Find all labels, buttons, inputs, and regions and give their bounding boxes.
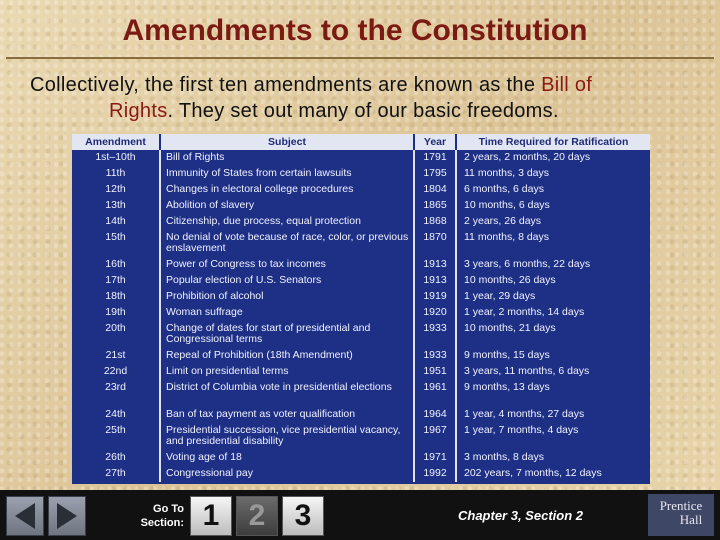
logo-line2: Hall xyxy=(679,512,703,527)
cell-year: 1791 xyxy=(414,150,456,166)
cell-amendment: 26th xyxy=(72,450,160,466)
cell-year: 1933 xyxy=(414,321,456,348)
intro-highlight-bill-of: Bill of xyxy=(541,74,593,96)
cell-amendment: 17th xyxy=(72,273,160,289)
table-row xyxy=(72,289,650,305)
cell-amendment: 19th xyxy=(72,305,160,321)
cell-year: 1870 xyxy=(414,230,456,257)
cell-time: 1 year, 4 months, 27 days xyxy=(464,408,585,420)
cell-amendment: 24th xyxy=(72,407,160,423)
table-row xyxy=(72,150,650,166)
cell-subject: Congressional pay xyxy=(160,466,414,482)
cell-amendment: 14th xyxy=(72,214,160,230)
cell-year: 1971 xyxy=(414,450,456,466)
cell-time: 1 year, 2 months, 14 days xyxy=(464,306,585,318)
cell-amendment: 13th xyxy=(72,198,160,214)
cell-year: 1920 xyxy=(414,305,456,321)
cell-subject: No denial of vote because of race, color, or previous enslavement xyxy=(160,230,414,257)
cell-time: 2 years, 2 months, 20 days xyxy=(464,151,591,163)
cell-year: 1913 xyxy=(414,273,456,289)
table-header-row xyxy=(72,134,650,150)
cell-subject: Presidential succession, vice presidential vacancy, and presidential disability xyxy=(160,423,414,450)
cell-subject: Abolition of slavery xyxy=(160,198,414,214)
cell-time: 10 months, 21 days xyxy=(464,322,556,334)
header-year: Year xyxy=(414,134,456,150)
cell-subject: Popular election of U.S. Senators xyxy=(160,273,414,289)
title-divider xyxy=(6,57,714,59)
chapter-section-label: Chapter 3, Section 2 xyxy=(458,508,583,523)
cell-subject: Limit on presidential terms xyxy=(160,364,414,380)
cell-subject: Changes in electoral college procedures xyxy=(160,182,414,198)
cell-time: 202 years, 7 months, 12 days xyxy=(464,467,602,479)
cell-amendment: 15th xyxy=(72,230,160,257)
footer-bar xyxy=(0,490,720,540)
cell-year: 1967 xyxy=(414,423,456,450)
table-row xyxy=(72,198,650,214)
table-row xyxy=(72,166,650,182)
table-row xyxy=(72,380,650,407)
table-row xyxy=(72,257,650,273)
cell-time: 11 months, 3 days xyxy=(464,167,550,179)
cell-subject: Prohibition of alcohol xyxy=(160,289,414,305)
cell-amendment: 16th xyxy=(72,257,160,273)
table-row xyxy=(72,305,650,321)
cell-year: 1919 xyxy=(414,289,456,305)
cell-subject: Power of Congress to tax incomes xyxy=(160,257,414,273)
cell-subject: District of Columbia vote in presidential elections xyxy=(160,380,414,407)
header-amendment: Amendment xyxy=(72,134,160,150)
table-row xyxy=(72,182,650,198)
cell-subject: Ban of tax payment as voter qualification xyxy=(160,407,414,423)
logo-line1: Prentice xyxy=(659,498,703,513)
table-row xyxy=(72,450,650,466)
cell-subject: Citizenship, due process, equal protection xyxy=(160,214,414,230)
cell-amendment: 1st–10th xyxy=(72,150,160,166)
goto-line2: Section: xyxy=(140,517,184,529)
table-row xyxy=(72,273,650,289)
cell-amendment: 21st xyxy=(72,348,160,364)
cell-subject: Voting age of 18 xyxy=(160,450,414,466)
cell-year: 1913 xyxy=(414,257,456,273)
cell-time: 9 months, 13 days xyxy=(464,381,550,393)
cell-subject: Repeal of Prohibition (18th Amendment) xyxy=(160,348,414,364)
header-time: Time Required for Ratification xyxy=(456,134,650,150)
cell-amendment: 27th xyxy=(72,466,160,482)
cell-year: 1961 xyxy=(414,380,456,407)
goto-section-label xyxy=(128,502,184,530)
section-2-button[interactable]: 2 xyxy=(236,496,278,536)
cell-year: 1868 xyxy=(414,214,456,230)
cell-amendment: 22nd xyxy=(72,364,160,380)
cell-amendment: 20th xyxy=(72,321,160,348)
cell-subject: Immunity of States from certain lawsuits xyxy=(160,166,414,182)
section-3-button[interactable]: 3 xyxy=(282,496,324,536)
intro-part2: . They set out many of our basic freedoms. xyxy=(167,100,559,122)
cell-time: 6 months, 6 days xyxy=(464,183,544,195)
cell-time: 9 months, 15 days xyxy=(464,349,550,361)
cell-time: 2 years, 26 days xyxy=(464,215,542,227)
publisher-logo xyxy=(648,494,714,536)
table-row xyxy=(72,214,650,230)
cell-amendment: 12th xyxy=(72,182,160,198)
cell-year: 1933 xyxy=(414,348,456,364)
table-row xyxy=(72,348,650,364)
cell-amendment: 25th xyxy=(72,423,160,450)
header-subject: Subject xyxy=(160,134,414,150)
cell-year: 1992 xyxy=(414,466,456,482)
cell-subject: Bill of Rights xyxy=(160,150,414,166)
cell-year: 1865 xyxy=(414,198,456,214)
table-row xyxy=(72,466,650,482)
cell-year: 1795 xyxy=(414,166,456,182)
next-slide-button[interactable] xyxy=(48,496,86,536)
intro-highlight-rights: Rights xyxy=(109,100,168,122)
cell-year: 1964 xyxy=(414,407,456,423)
cell-time: 1 year, 29 days xyxy=(464,290,536,302)
cell-time: 11 months, 8 days xyxy=(464,231,550,243)
cell-time: 3 years, 11 months, 6 days xyxy=(464,365,590,377)
slide-title: Amendments to the Constitution xyxy=(122,14,588,47)
cell-subject: Woman suffrage xyxy=(160,305,414,321)
cell-time: 3 months, 8 days xyxy=(464,451,544,463)
cell-amendment: 11th xyxy=(72,166,160,182)
cell-time: 10 months, 6 days xyxy=(464,199,550,211)
table-row xyxy=(72,230,650,257)
triangle-right-icon xyxy=(49,497,85,535)
table-row xyxy=(72,364,650,380)
prev-slide-button[interactable] xyxy=(6,496,44,536)
cell-year: 1951 xyxy=(414,364,456,380)
table-row xyxy=(72,423,650,450)
intro-text xyxy=(30,72,700,124)
cell-year: 1804 xyxy=(414,182,456,198)
cell-subject: Change of dates for start of presidential and Congressional terms xyxy=(160,321,414,348)
cell-time: 3 years, 6 months, 22 days xyxy=(464,258,591,270)
table-row xyxy=(72,321,650,348)
triangle-left-icon xyxy=(7,497,43,535)
cell-time: 1 year, 7 months, 4 days xyxy=(464,424,579,436)
goto-line1: Go To xyxy=(153,503,184,515)
cell-time: 10 months, 26 days xyxy=(464,274,556,286)
cell-amendment: 18th xyxy=(72,289,160,305)
cell-amendment: 23rd xyxy=(72,380,160,407)
section-1-button[interactable]: 1 xyxy=(190,496,232,536)
intro-part1: Collectively, the first ten amendments are known as the xyxy=(30,74,542,96)
table-row xyxy=(72,407,650,423)
amendments-table xyxy=(72,134,650,484)
